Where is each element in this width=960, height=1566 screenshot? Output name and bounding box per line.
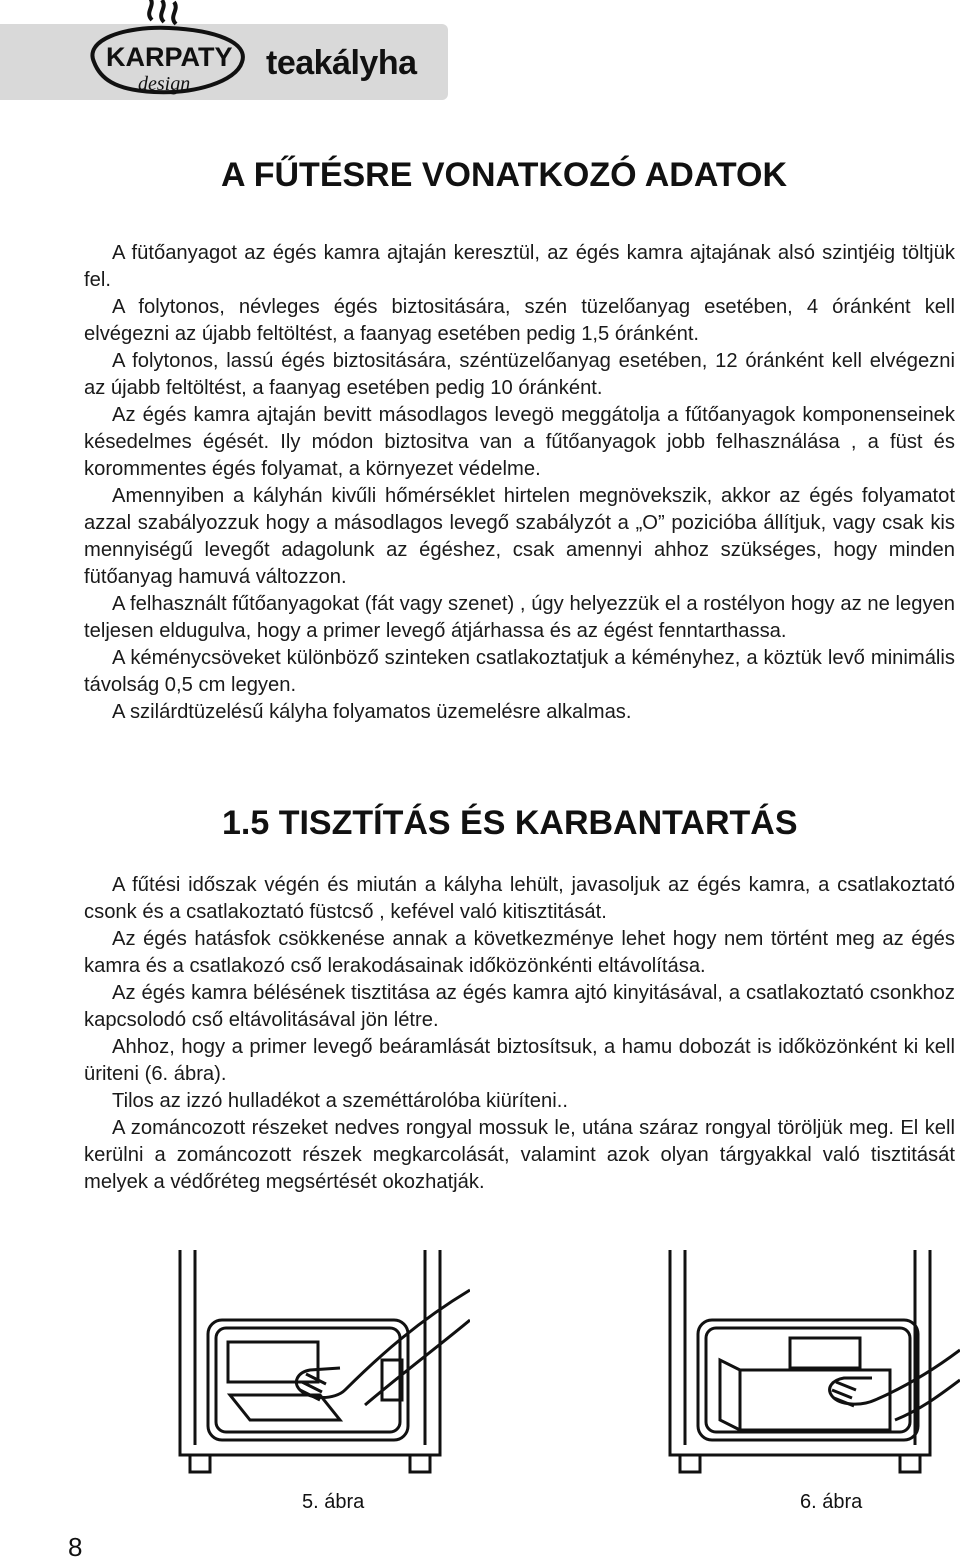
paragraph: A fütőanyagot az égés kamra ajtaján keresztül, az égés kamra ajtajának alsó szintjéig töltjük fel. (84, 242, 955, 291)
paragraph: A fűtési időszak végén és miután a kályha lehült, javasoljuk az égés kamra, a csatlakoztató csonk és a csatlakoztató füstcső , kefével való kitisztitását. (84, 874, 955, 923)
page-number: 8 (68, 1532, 83, 1562)
paragraph: A folytonos, lassú égés biztositására, széntüzelőanyag esetében, 12 óránként kell elvégezni az újabb feltöltést, a faanyag esetében pedig 10 óránként. (84, 350, 955, 399)
paragraph: A felhasznált fűtőanyagokat (fát vagy szenet) , úgy helyezzük el a rostélyon hogy az ne legyen teljesen eldugulva, hogy a primer levegő átjárhassa és az égést fenntarthassa. (84, 593, 955, 642)
paragraph: A zománcozott részeket nedves rongyal mossuk le, utána száraz rongyal töröljük meg. El kell kerülni a zománcozott részek megkarcolását, valamint azok olyan tárgyakkal való tisztitását melyek a védőréteg megsértését okozhatják. (84, 1117, 955, 1193)
figure-5-caption: 5. ábra (302, 1491, 365, 1513)
section-title-cleaning: 1.5 TISZTÍTÁS ÉS KARBANTARTÁS (222, 804, 798, 842)
paragraph: A szilárdtüzelésű kályha folyamatos üzemelésre alkalmas. (112, 701, 632, 723)
paragraph: A kéménycsöveket különböző szinteken csatlakoztatjuk a kéményhez, a köztük levő minimális távolság 0,5 cm legyen. (84, 647, 955, 696)
logo-text: KARPATY (106, 42, 233, 72)
figure-6-illustration-icon (640, 1250, 960, 1480)
figure-5-illustration-icon (150, 1250, 470, 1480)
karpaty-logo-icon (84, 0, 254, 100)
section-cleaning-body (84, 872, 955, 1196)
figure-6-caption: 6. ábra (800, 1491, 863, 1513)
paragraph: Tilos az izzó hulladékot a szeméttárolóba kiüríteni.. (112, 1090, 568, 1112)
paragraph: Az égés kamra bélésének tisztitása az égés kamra ajtó kinyitásával, a csatlakoztató csonkhoz kapcsolodó cső eltávolitásával jön létre. (84, 982, 955, 1031)
paragraph: A folytonos, névleges égés biztositására, szén tüzelőanyag esetében, 4 óránként kell elvégezni az újabb feltöltést, a faanyag esetében pedig 1,5 óránként. (84, 296, 955, 345)
paragraph: Amennyiben a kályhán kivűli hőmérséklet hirtelen megnövekszik, akkor az égés folyamatot azzal szabályozzuk hogy a másodlagos levegő szabályzót a „O” pozicióba állítjuk, vagy csak kis mennyiségű levegőt adagolunk az égéshez, csak amennyi ahhoz szükséges, hogy minden fütőanyag hamuvá változzon. (84, 485, 955, 588)
paragraph: Ahhoz, hogy a primer levegő beáramlását biztosítsuk, a hamu dobozát is időközönként ki kell üriteni (6. ábra). (84, 1036, 955, 1085)
section-title-heating: A FŰTÉSRE VONATKOZÓ ADATOK (221, 156, 788, 194)
paragraph: Az égés hatásfok csökkenése annak a következménye lehet hogy nem történt meg az égés kamra és a csatlakozó cső lerakodásainak időközönkénti eltávolítása. (84, 928, 955, 977)
product-name: teakályha (266, 44, 417, 82)
paragraph: Az égés kamra ajtaján bevitt másodlagos levegö meggátolja a fűtőanyagok komponenseinek késedelmes égését. Ily módon biztositva van a fűtőanyagok jobb felhasználása , a füst és korommentes égés folyamat, a környezet védelme. (84, 404, 955, 480)
logo-subtext: design (138, 73, 191, 95)
section-heating-body (84, 240, 955, 726)
